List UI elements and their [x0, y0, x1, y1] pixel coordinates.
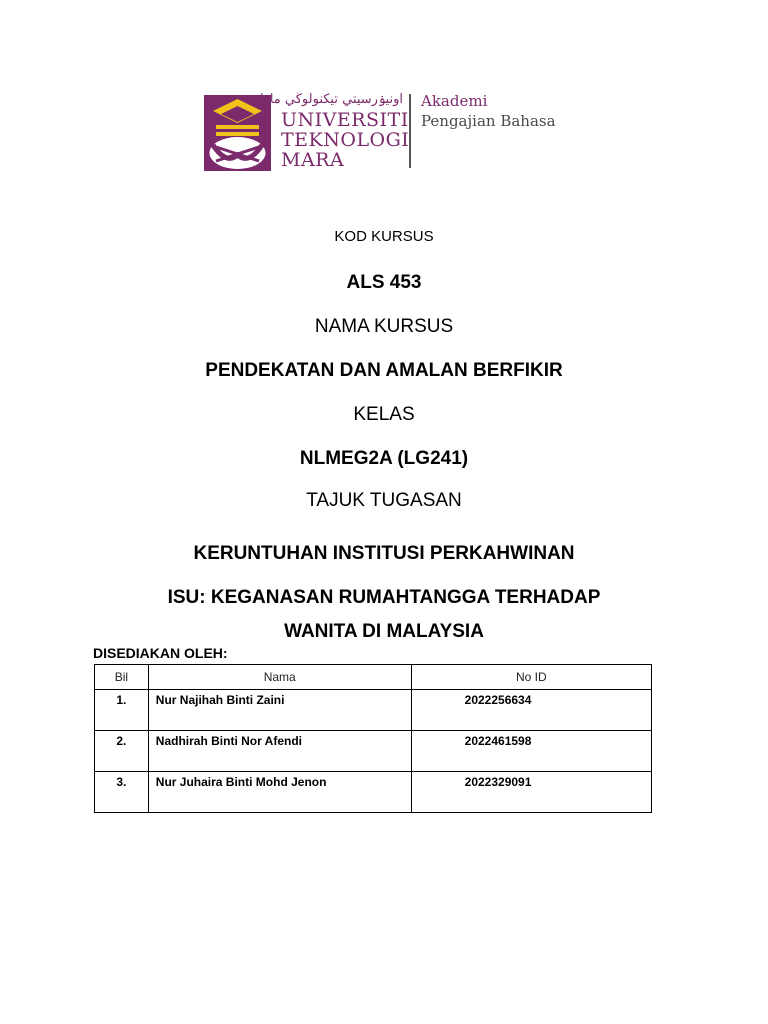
table-row [95, 731, 652, 772]
row-number: 2. [116, 734, 127, 748]
issue-line-2: WANITA DI MALAYSIA [284, 621, 484, 642]
table-header-row [95, 665, 652, 690]
uitm-logo [204, 92, 584, 172]
wordmark-line-3: MARA [281, 149, 345, 171]
wordmark-line-2: TEKNOLOGI [281, 129, 410, 151]
wordmark-line-1: UNIVERSITI [281, 109, 409, 131]
course-code-label: KOD KURSUS [334, 228, 434, 245]
member-id: 2022461598 [464, 734, 532, 748]
assignment-title-label: TAJUK TUGASAN [306, 490, 462, 511]
academy-name-line-2: Pengajian Bahasa [421, 112, 556, 130]
member-name: Nadhirah Binti Nor Afendi [155, 734, 303, 748]
column-header-id: No ID [411, 665, 651, 690]
course-code: ALS 453 [346, 272, 422, 293]
issue-line-1: ISU: KEGANASAN RUMAHTANGGA TERHADAP [167, 587, 601, 608]
logo-divider [409, 94, 411, 168]
member-name: Nur Juhaira Binti Mohd Jenon [155, 775, 327, 789]
arabic-wordmark: اونيۏرسيتي تيكنولوڬي مارا [259, 92, 403, 107]
column-header-nama: Nama [148, 665, 411, 690]
academy-name-line-1: Akademi [421, 92, 488, 110]
class-value: NLMEG2A (LG241) [299, 448, 469, 469]
member-id: 2022329091 [464, 775, 532, 789]
member-id: 2022256634 [464, 693, 532, 707]
prepared-by-label: DISEDIAKAN OLEH: [93, 645, 228, 661]
table-row [95, 690, 652, 731]
row-number: 1. [116, 693, 127, 707]
course-name: PENDEKATAN DAN AMALAN BERFIKIR [205, 360, 563, 381]
assignment-title: KERUNTUHAN INSTITUSI PERKAHWINAN [193, 543, 575, 564]
members-table [94, 664, 652, 813]
row-number: 3. [116, 775, 127, 789]
course-name-label: NAMA KURSUS [314, 316, 454, 337]
class-label: KELAS [353, 404, 415, 425]
table-row [95, 772, 652, 813]
column-header-bil: Bil [95, 665, 149, 690]
member-name: Nur Najihah Binti Zaini [155, 693, 285, 707]
